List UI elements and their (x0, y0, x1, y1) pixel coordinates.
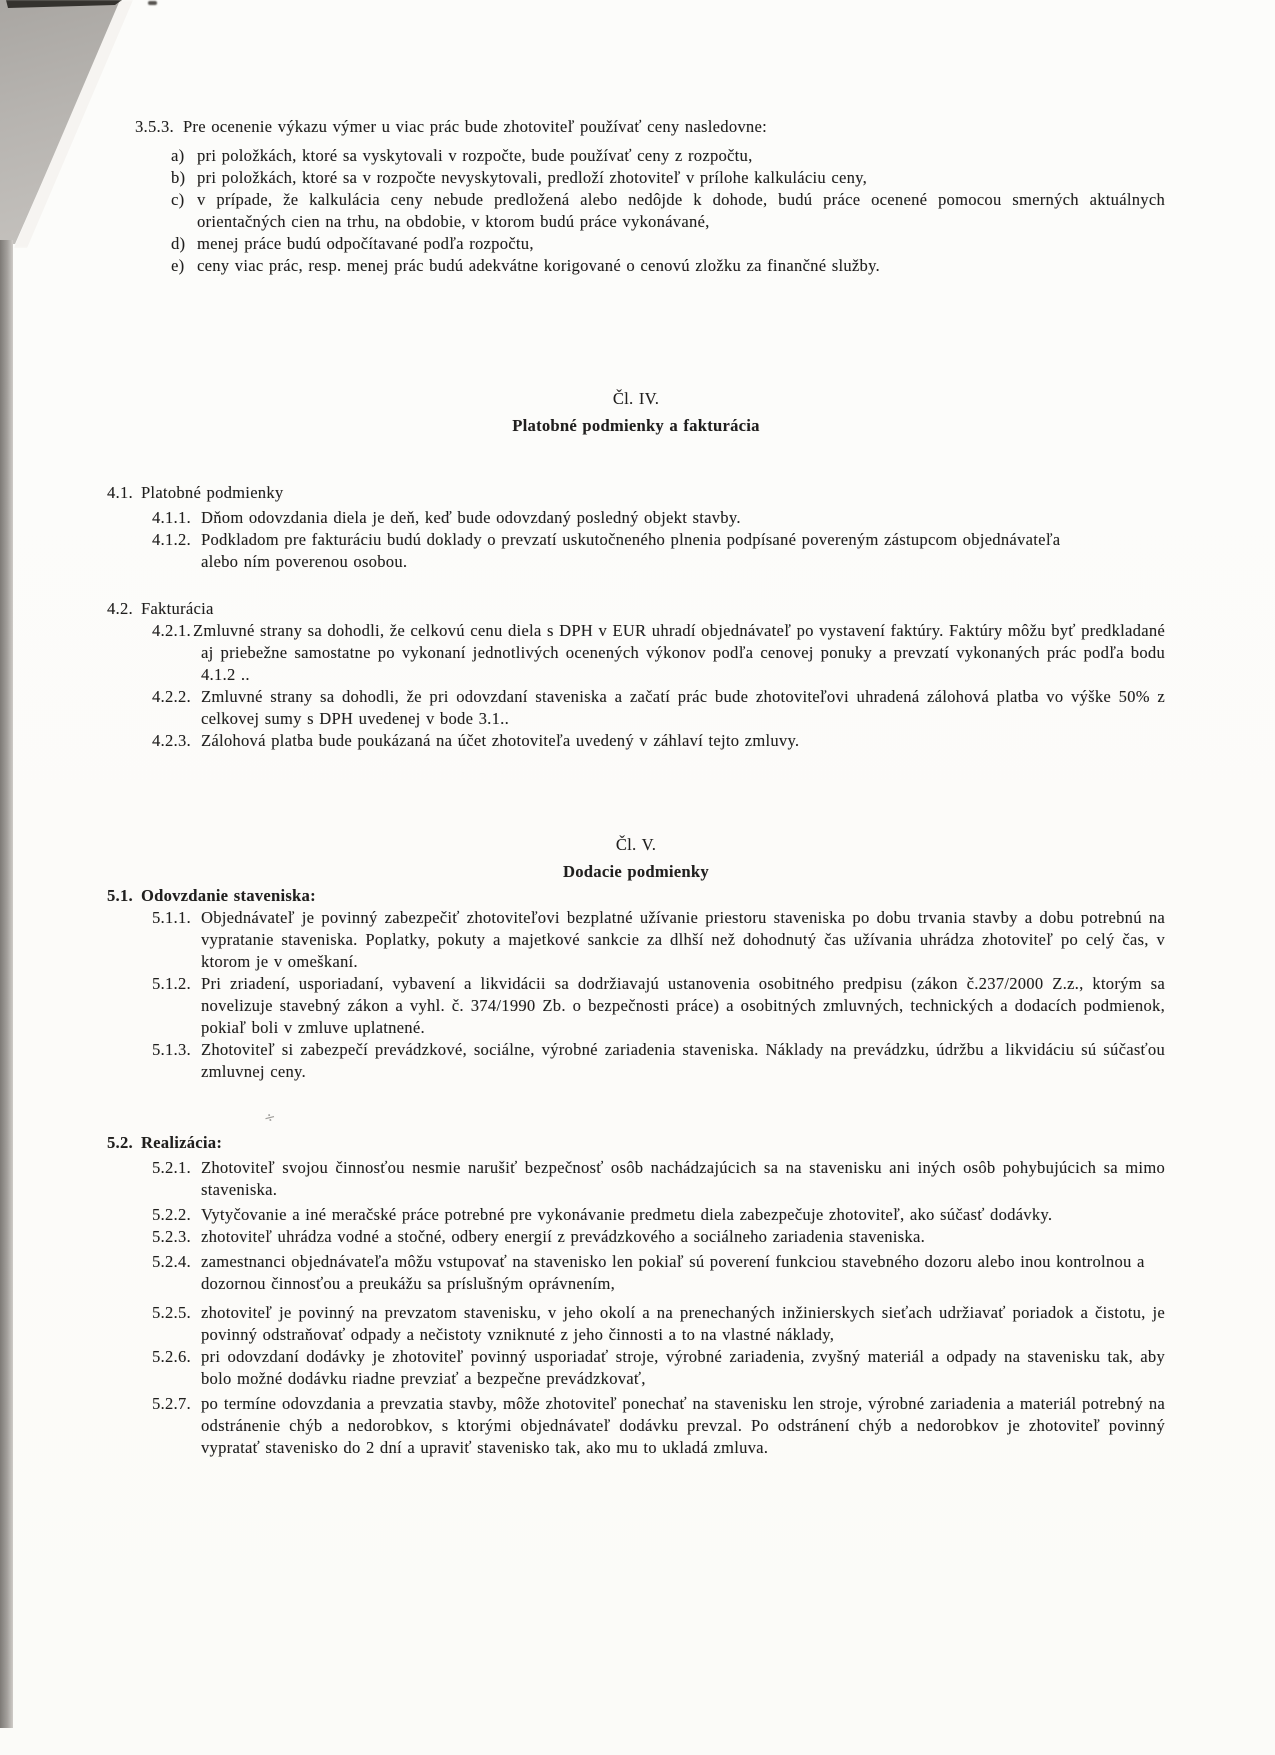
sub-5-1-3 (107, 1039, 1165, 1083)
item-a (107, 145, 1165, 167)
item-text: Objednávateľ je povinný zabezpečiť zhotoviteľovi bezplatné užívanie priestoru staveniska po dobu trvania stavby a dobu potrebnú na vypratanie staveniska. Poplatky, pokuty a majetkové sankcie za dlhší než dohodnutý čas užívania uhrádza zhotoviteľ po celý čas, v ktorom je v omeškaní. (201, 908, 1165, 971)
item-b (107, 167, 1165, 189)
sub-5-1-2 (107, 973, 1165, 1039)
item-text: ceny viac prác, resp. menej prác budú adekvátne korigované o cenovú zložku za finančné služby. (197, 256, 880, 275)
item-number: 3.5.3. (135, 117, 174, 136)
item-text: v prípade, že kalkulácia ceny nebude predložená alebo nedôjde k dohode, budú práce ocenené pomocou smerných aktuálnych orientačných cien na trhu, na obdobie, v ktorom budú práce vykonávané, (197, 190, 1165, 231)
sub-4-2-2 (107, 686, 1165, 730)
item-number: 4.2.3. (152, 731, 191, 750)
item-text: Zmluvné strany sa dohodli, že pri odovzdaní staveniska a začatí prác bude zhotoviteľovi uhradená zálohová platba vo výške 50% z celkovej sumy s DPH uvedenej v bode 3.1.. (201, 687, 1165, 728)
item-number: 5.2.1. (152, 1158, 191, 1177)
sub-5-2-3 (107, 1226, 1165, 1248)
item-text: Zhotoviteľ si zabezpečí prevádzkové, sociálne, výrobné zariadenia staveniska. Náklady na prevádzku, údržbu a likvidáciu sú súčasťou zmluvnej ceny. (201, 1040, 1165, 1081)
item-number: 4.2.2. (152, 687, 191, 706)
item-number: 5.1.2. (152, 974, 191, 993)
section-5-1 (107, 885, 1165, 907)
item-number: 5.2.3. (152, 1227, 191, 1246)
item-text: zhotoviteľ je povinný na prevzatom stavenisku, v jeho okolí a na prenechaných inžinierskych sieťach udržiavať poriadok a čistotu, je povinný odstraňovať odpady a nečistoty vzniknuté z jeho činnosti a to na vlastné náklady, (201, 1303, 1165, 1344)
item-number: b) (171, 168, 186, 187)
item-text: Dňom odovzdania diela je deň, keď bude odovzdaný posledný objekt stavby. (201, 508, 741, 527)
item-number: 5.2. (107, 1133, 133, 1152)
item-number: 5.1. (107, 886, 133, 905)
item-number: 5.2.6. (152, 1347, 191, 1366)
item-number: a) (171, 146, 185, 165)
item-text: Zhotoviteľ svojou činnosťou nesmie narušiť bezpečnosť osôb nachádzajúcich sa na stavenisku ani iných osôb pohybujúcich sa mimo staveniska. (201, 1158, 1165, 1199)
sub-5-2-7 (107, 1393, 1165, 1459)
item-text: Vytyčovanie a iné meračské práce potrebné pre vykonávanie predmetu diela zabezpečuje zhotoviteľ, ako súčasť dodávky. (201, 1205, 1053, 1224)
scan-left-edge-strip (0, 240, 13, 1728)
item-number: 4.1.2. (152, 530, 191, 549)
item-text: Podkladom pre fakturáciu budú doklady o prevzatí uskutočneného plnenia podpísané povereným zástupcom objednávateľa alebo ním poverenou osobou. (201, 530, 1061, 571)
item-number: 5.2.5. (152, 1303, 191, 1322)
item-text: menej práce budú odpočítavané podľa rozpočtu, (197, 234, 534, 253)
item-text: Odovzdanie staveniska: (140, 886, 316, 905)
item-text: zamestnanci objednávateľa môžu vstupovať na stavenisko len pokiaľ sú poverení funkciou stavebného dozoru alebo inou kontrolnou a dozornou činnosťou a preukážu sa príslušným oprávnením, (201, 1252, 1145, 1293)
chapter-title: Platobné podmienky a fakturácia (512, 416, 760, 435)
chapter-number: Čl. IV. (612, 389, 660, 408)
item-text: pri položkách, ktoré sa vyskytovali v rozpočte, bude používať ceny z rozpočtu, (197, 146, 753, 165)
item-text: Pre ocenenie výkazu výmer u viac prác bude zhotoviteľ používať ceny nasledovne: (182, 117, 767, 136)
item-number: 5.1.3. (152, 1040, 191, 1059)
item-text: zhotoviteľ uhrádza vodné a stočné, odbery energií z prevádzkového a sociálneho zariadenia staveniska. (201, 1227, 926, 1246)
item-number: 4.2. (107, 599, 133, 618)
sub-5-2-2 (107, 1204, 1165, 1226)
item-number: 5.2.4. (152, 1252, 191, 1271)
section-5-2 (107, 1132, 1165, 1154)
item-number: 5.1.1. (152, 908, 191, 927)
section-4-2 (107, 598, 1165, 620)
item-text: Zálohová platba bude poukázaná na účet zhotoviteľa uvedený v záhlaví tejto zmluvy. (201, 731, 800, 750)
sub-4-2-3 (107, 730, 1165, 752)
item-number: 5.2.7. (152, 1394, 191, 1413)
sub-5-1-1 (107, 907, 1165, 973)
chapter-title: Dodacie podmienky (563, 862, 709, 881)
chapter-number: Čl. V. (615, 835, 657, 854)
item-d (107, 233, 1165, 255)
document-blocks (107, 116, 1165, 1459)
item-text: Platobné podmienky (140, 483, 284, 502)
item-c (107, 189, 1165, 233)
item-number: e) (171, 256, 185, 275)
sub-5-2-4 (107, 1251, 1165, 1295)
chapter-5 (107, 831, 1165, 885)
item-number: c) (171, 190, 185, 209)
sub-4-2-1 (107, 620, 1165, 686)
sub-4-1-1 (107, 507, 1165, 529)
item-text: Pri zriadení, usporiadaní, vybavení a likvidácii sa dodržiavajú ustanovenia osobitného predpisu (zákon č.237/2000 Z.z., ktorým sa novelizuje stavebný zákon a vyhl. č. 374/1990 Zb. o bezpečnosti práce) a osobitných zmluvných, technických a dodacích podmienok, pokiaľ boli v zmluve uplatnené. (201, 974, 1165, 1037)
item-number: 5.2.2. (152, 1205, 191, 1224)
item-number: 4.1.1. (152, 508, 191, 527)
chapter-4 (107, 385, 1165, 439)
item-text: po termíne odovzdania a prevzatia stavby, môže zhotoviteľ ponechať na stavenisku len stroje, výrobné zariadenia a materiál potrebný na odstránenie chýb a nedorobkov, s ktorými objednávateľ dodávku prevzal. Po odstránení chýb a nedorobkov je zhotoviteľ povinný vypratať stavenisko do 2 dní a upraviť stavenisko tak, ako mu to ukladá zmluva. (201, 1394, 1165, 1457)
item-e (107, 255, 1165, 277)
clause-3-5-3 (107, 116, 1165, 138)
item-number: 4.2.1. (152, 621, 191, 640)
page-content (107, 0, 1165, 1459)
item-number: 4.1. (107, 483, 133, 502)
item-text: Zmluvné strany sa dohodli, že celkovú cenu diela s DPH v EUR uhradí objednávateľ po vystavení faktúry. Faktúry môžu byť predkladané aj priebežne samostatne po vykonaní jednotlivých ocenených výkonov podľa cenovej ponuky a prevzatí vykonaných prác podľa bodu 4.1.2 .. (192, 621, 1165, 684)
item-number: d) (171, 234, 186, 253)
section-4-1 (107, 482, 1165, 504)
sub-5-2-1 (107, 1157, 1165, 1201)
item-text: pri odovzdaní dodávky je zhotoviteľ povinný usporiadať stroje, výrobné zariadenia, zvyšný materiál a odpady na stavenisku tak, aby bolo možné dodávku riadne prevziať a bezpečne prevádzkovať, (201, 1347, 1165, 1388)
scan-smudge-mark: ÷ (262, 1108, 278, 1128)
sub-5-2-5 (107, 1302, 1165, 1346)
sub-4-1-2 (107, 529, 1083, 573)
item-text: Realizácia: (140, 1133, 223, 1152)
item-text: Fakturácia (140, 599, 214, 618)
sub-5-2-6 (107, 1346, 1165, 1390)
item-text: pri položkách, ktoré sa v rozpočte nevyskytovali, predloží zhotoviteľ v prílohe kalkuláciu ceny, (197, 168, 868, 187)
